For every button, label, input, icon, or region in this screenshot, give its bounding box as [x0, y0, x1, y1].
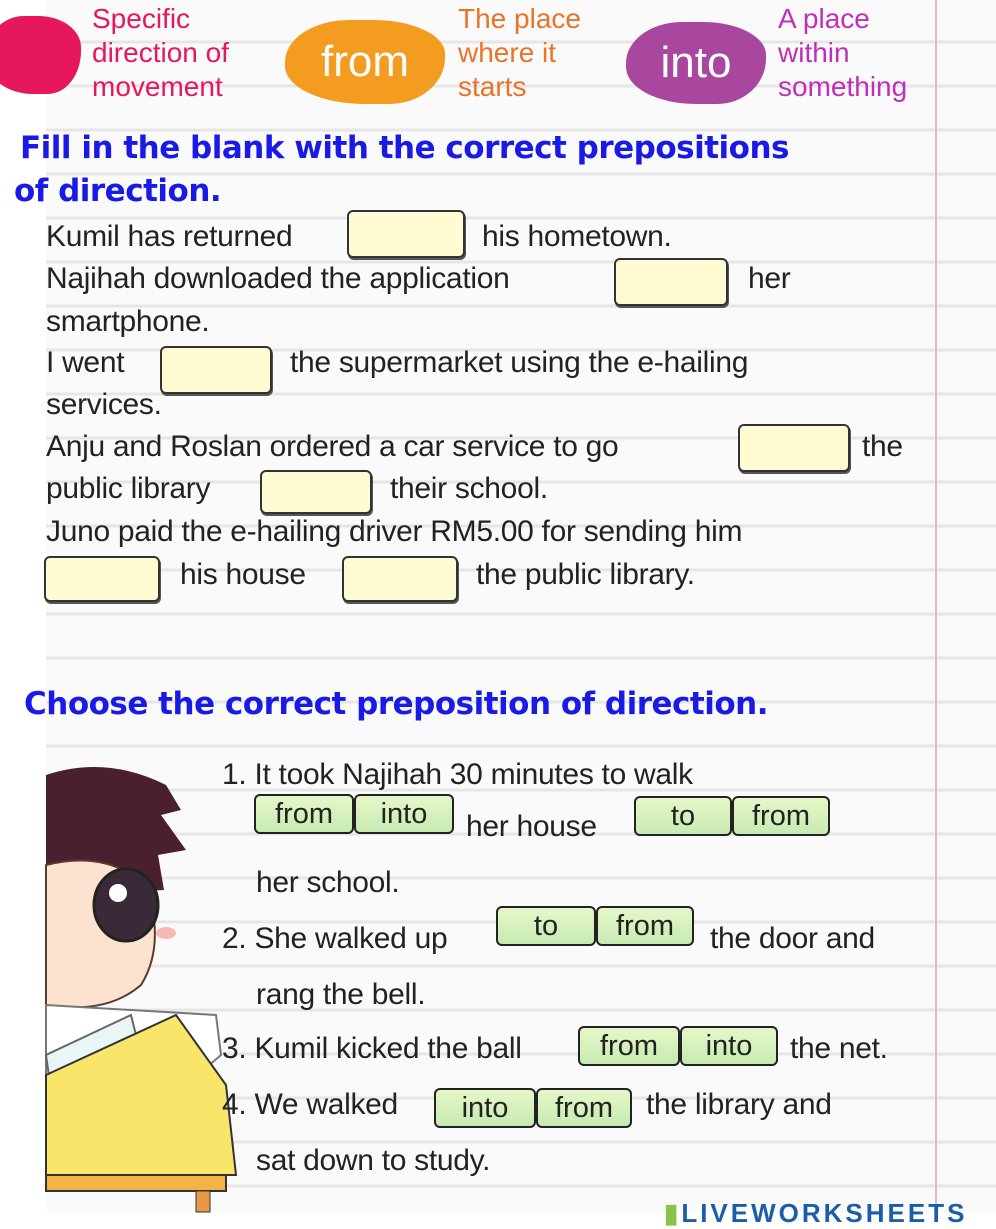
sentence-text: Najihah downloaded the application	[46, 262, 510, 295]
sentence-text: I went	[46, 346, 125, 379]
from-blob: from	[285, 20, 445, 104]
blank-input-4[interactable]	[738, 424, 850, 472]
sentence-text: Juno paid the e-hailing driver RM5.00 for sending him	[46, 515, 743, 548]
question-1-text: her house	[466, 810, 597, 843]
sentence-text: Kumil has returned	[46, 220, 293, 253]
option-q1a-from[interactable]: from	[254, 794, 354, 834]
sentence-text: services.	[46, 388, 162, 421]
option-q1a-into[interactable]: into	[354, 794, 454, 834]
worksheet-page	[14, 0, 996, 1228]
sentence-text: their school.	[390, 472, 548, 505]
question-4-text: the library and	[646, 1088, 832, 1121]
blank-input-7[interactable]	[342, 556, 458, 602]
question-4-text: sat down to study.	[256, 1144, 491, 1177]
sentence-text: public library	[46, 472, 211, 505]
option-q3-from[interactable]: from	[578, 1026, 680, 1066]
sentence-text: her	[748, 262, 791, 295]
question-3-text: the net.	[790, 1032, 888, 1065]
to-definition: Specific direction of movement	[92, 3, 229, 102]
blank-input-2[interactable]	[614, 258, 728, 306]
option-q1b-to[interactable]: to	[634, 796, 732, 836]
option-q4-into[interactable]: into	[434, 1088, 536, 1128]
option-q3-into[interactable]: into	[680, 1026, 778, 1066]
sentence-text: the public library.	[476, 558, 695, 591]
student-illustration	[46, 755, 246, 1212]
blank-input-5[interactable]	[260, 470, 372, 514]
from-definition: The place where it starts	[458, 3, 581, 102]
into-definition: A place within something	[778, 3, 908, 102]
sentence-text: Anju and Roslan ordered a car service to go	[46, 430, 619, 463]
question-1-text: her school.	[256, 866, 400, 899]
question-3-text: 3. Kumil kicked the ball	[222, 1032, 522, 1065]
blank-input-3[interactable]	[160, 346, 272, 394]
option-q2-to[interactable]: to	[496, 906, 596, 946]
section1-heading: Fill in the blank with the correct prepositions	[20, 130, 789, 166]
sentence-text: his hometown.	[482, 220, 672, 253]
to-blob	[0, 16, 81, 94]
question-2-text: 2. She walked up	[222, 922, 448, 955]
margin-line	[935, 0, 937, 1212]
section2-heading: Choose the correct preposition of direction.	[24, 686, 768, 722]
blank-input-6[interactable]	[44, 556, 160, 602]
sentence-text: the	[862, 430, 903, 463]
into-blob: into	[626, 22, 766, 104]
option-q1b-from[interactable]: from	[732, 796, 830, 836]
blank-input-1[interactable]	[347, 210, 465, 258]
option-q2-from[interactable]: from	[596, 906, 694, 946]
section1-heading-cont: of direction.	[14, 173, 222, 209]
question-4-text: 4. We walked	[222, 1088, 398, 1121]
sentence-text: his house	[180, 558, 306, 591]
liveworksheets-logo: ▮LIVEWORKSHEETS	[664, 1198, 968, 1228]
question-2-text: rang the bell.	[256, 978, 426, 1011]
question-2-text: the door and	[710, 922, 875, 955]
option-q4-from[interactable]: from	[536, 1088, 632, 1128]
question-1-text: 1. It took Najihah 30 minutes to walk	[222, 758, 693, 791]
sentence-text: the supermarket using the e-hailing	[290, 346, 749, 379]
sentence-text: smartphone.	[46, 305, 210, 338]
